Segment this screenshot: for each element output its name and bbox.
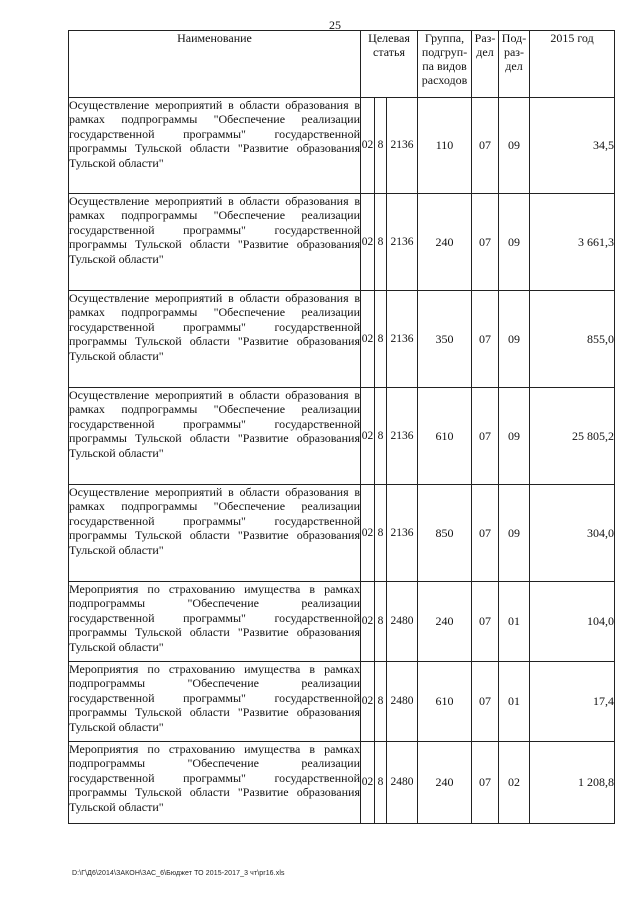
expense-group: 240: [418, 742, 472, 824]
row-name: Осуществление мероприятий в области образования в рамках подпрограммы "Обеспечение реализации государственной программы" государственной программы Тульской области "Развитие образования Тульской области": [69, 98, 361, 194]
subsection-code: 09: [499, 194, 530, 291]
header-expense-group: Группа, подгруп- па видов расходов: [418, 31, 472, 98]
budget-table: [68, 30, 615, 824]
table-row: [69, 485, 615, 582]
amount-2015: 3 661,3: [530, 194, 615, 291]
table-row: [69, 98, 615, 194]
target-article-part1: 02: [361, 291, 375, 388]
target-article-part3: 2480: [387, 742, 418, 824]
target-article-part3: 2136: [387, 291, 418, 388]
header-target-article: Целевая статья: [361, 31, 418, 98]
row-name: Мероприятия по страхованию имущества в рамках подпрограммы "Обеспечение реализации государственной программы" государственной программы Тульской области "Развитие образования Тульской области": [69, 742, 361, 824]
amount-2015: 304,0: [530, 485, 615, 582]
subsection-code: 02: [499, 742, 530, 824]
section-code: 07: [472, 98, 499, 194]
target-article-part3: 2136: [387, 194, 418, 291]
expense-group: 610: [418, 662, 472, 742]
target-article-part3: 2136: [387, 485, 418, 582]
expense-group: 850: [418, 485, 472, 582]
row-name: Осуществление мероприятий в области образования в рамках подпрограммы "Обеспечение реализации государственной программы" государственной программы Тульской области "Развитие образования Тульской области": [69, 291, 361, 388]
amount-2015: 104,0: [530, 582, 615, 662]
amount-2015: 34,5: [530, 98, 615, 194]
section-code: 07: [472, 582, 499, 662]
subsection-code: 09: [499, 291, 530, 388]
target-article-part1: 02: [361, 485, 375, 582]
header-section: Раз- дел: [472, 31, 499, 98]
target-article-part2: 8: [375, 388, 387, 485]
target-article-part2: 8: [375, 291, 387, 388]
expense-group: 350: [418, 291, 472, 388]
target-article-part2: 8: [375, 582, 387, 662]
footer-file-path: D:\Г\Д6\2014\ЗАКОН\ЗАС_6\Бюджет ТО 2015-2017_3 чт\pr16.xls: [72, 870, 285, 877]
row-name: Мероприятия по страхованию имущества в рамках подпрограммы "Обеспечение реализации государственной программы" государственной программы Тульской области "Развитие образования Тульской области": [69, 582, 361, 662]
target-article-part2: 8: [375, 194, 387, 291]
table-row: [69, 582, 615, 662]
header-name: Наименование: [69, 31, 361, 98]
subsection-code: 09: [499, 388, 530, 485]
row-name: Осуществление мероприятий в области образования в рамках подпрограммы "Обеспечение реализации государственной программы" государственной программы Тульской области "Развитие образования Тульской области": [69, 194, 361, 291]
target-article-part2: 8: [375, 742, 387, 824]
table-row: [69, 742, 615, 824]
section-code: 07: [472, 742, 499, 824]
target-article-part3: 2136: [387, 98, 418, 194]
target-article-part1: 02: [361, 98, 375, 194]
target-article-part2: 8: [375, 485, 387, 582]
subsection-code: 09: [499, 485, 530, 582]
amount-2015: 17,4: [530, 662, 615, 742]
expense-group: 240: [418, 194, 472, 291]
expense-group: 610: [418, 388, 472, 485]
row-name: Мероприятия по страхованию имущества в рамках подпрограммы "Обеспечение реализации государственной программы" государственной программы Тульской области "Развитие образования Тульской области": [69, 662, 361, 742]
table-row: [69, 291, 615, 388]
row-name: Осуществление мероприятий в области образования в рамках подпрограммы "Обеспечение реализации государственной программы" государственной программы Тульской области "Развитие образования Тульской области": [69, 485, 361, 582]
expense-group: 240: [418, 582, 472, 662]
section-code: 07: [472, 194, 499, 291]
target-article-part2: 8: [375, 98, 387, 194]
target-article-part1: 02: [361, 582, 375, 662]
amount-2015: 1 208,8: [530, 742, 615, 824]
subsection-code: 01: [499, 582, 530, 662]
subsection-code: 09: [499, 98, 530, 194]
expense-group: 110: [418, 98, 472, 194]
amount-2015: 25 805,2: [530, 388, 615, 485]
row-name: Осуществление мероприятий в области образования в рамках подпрограммы "Обеспечение реализации государственной программы" государственной программы Тульской области "Развитие образования Тульской области": [69, 388, 361, 485]
header-year: 2015 год: [530, 31, 615, 98]
target-article-part1: 02: [361, 388, 375, 485]
section-code: 07: [472, 485, 499, 582]
target-article-part1: 02: [361, 194, 375, 291]
header-row: [69, 31, 615, 98]
amount-2015: 855,0: [530, 291, 615, 388]
section-code: 07: [472, 662, 499, 742]
target-article-part3: 2136: [387, 388, 418, 485]
target-article-part1: 02: [361, 662, 375, 742]
section-code: 07: [472, 291, 499, 388]
page-number: 25: [329, 18, 341, 32]
target-article-part3: 2480: [387, 582, 418, 662]
subsection-code: 01: [499, 662, 530, 742]
target-article-part1: 02: [361, 742, 375, 824]
section-code: 07: [472, 388, 499, 485]
table-row: [69, 194, 615, 291]
target-article-part2: 8: [375, 662, 387, 742]
table-row: [69, 662, 615, 742]
target-article-part3: 2480: [387, 662, 418, 742]
table-row: [69, 388, 615, 485]
header-subsection: Под- раз- дел: [499, 31, 530, 98]
